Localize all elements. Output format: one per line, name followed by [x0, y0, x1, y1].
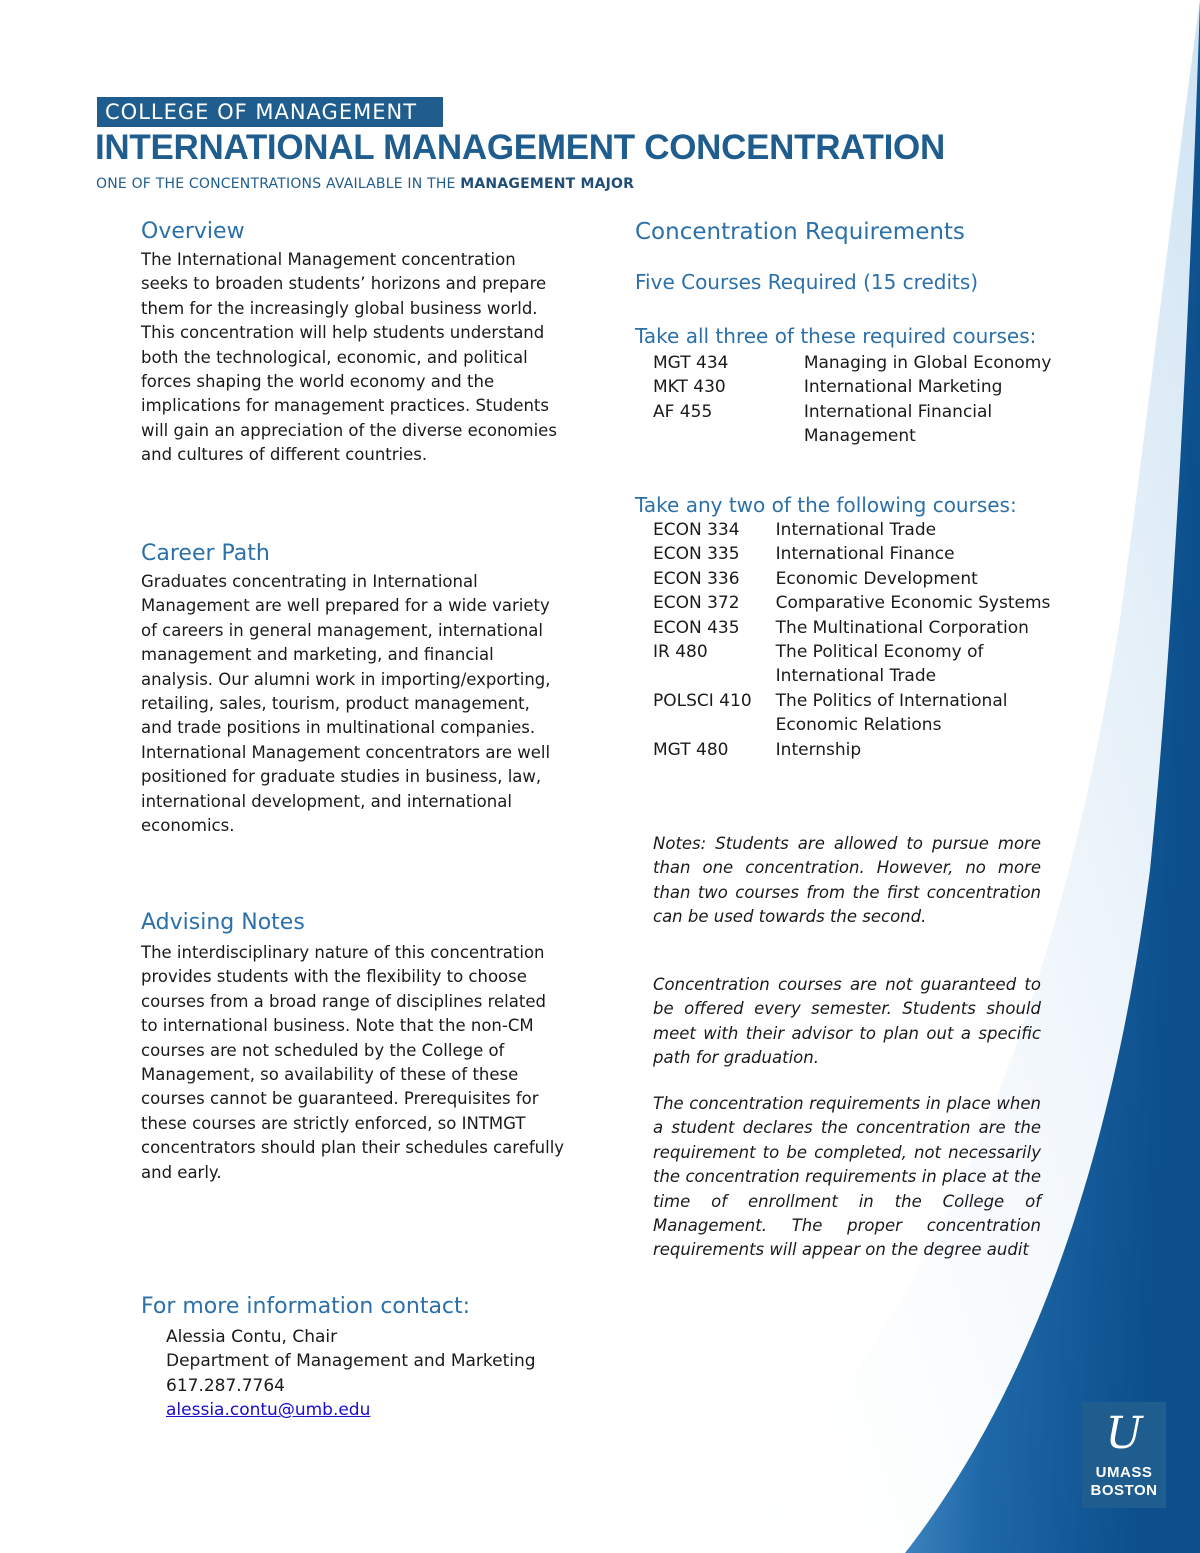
course-code: IR 480: [653, 642, 708, 663]
required-courses-heading: Take all three of these required courses:: [635, 324, 1037, 348]
course-title: The Multinational Corporation: [775, 617, 1029, 638]
course-row: [653, 351, 1053, 375]
course-title: Internship: [775, 739, 862, 760]
contact-email-link[interactable]: alessia.contu@umb.edu: [166, 1400, 371, 1421]
course-row: [653, 591, 1053, 615]
course-code: ECON 335: [653, 544, 740, 565]
advising-notes-heading: Advising Notes: [141, 910, 305, 935]
course-code: ECON 336: [653, 568, 740, 589]
course-code: POLSCI 410: [653, 690, 752, 711]
career-path-heading: Career Path: [141, 541, 270, 566]
contact-heading: For more information contact:: [141, 1294, 471, 1319]
course-row: [653, 616, 1053, 640]
course-code: ECON 435: [653, 617, 740, 638]
course-row: [653, 738, 1053, 762]
course-row: [653, 567, 1053, 591]
contact-details: [166, 1325, 536, 1423]
course-title: International Trade: [775, 520, 937, 540]
contact-name: Alessia Contu, Chair: [166, 1327, 338, 1347]
contact-department: Department of Management and Marketing: [166, 1351, 536, 1372]
logo-text-umass: UMASS: [1095, 1464, 1153, 1481]
career-path-text: Graduates concentrating in International Management are well prepared for a wide variety of careers in general management, international management and marketing, and financial analysis. Our alumni work in importing/exporting, retailing, sales, tourism, product management, and trade positions in multinational companies. International Management concentrators are well positioned for graduate studies in business, law, international development, and international economics.: [141, 572, 551, 836]
course-row: [653, 689, 1053, 738]
page-title: INTERNATIONAL MANAGEMENT CONCENTRATION: [95, 128, 945, 167]
course-row: [653, 542, 1053, 566]
course-title: Economic Development: [775, 568, 978, 589]
umass-logo-mark-icon: U: [1105, 1408, 1143, 1459]
course-code: ECON 372: [653, 593, 740, 614]
course-row: [653, 640, 1053, 689]
subtitle-major: MANAGEMENT MAJOR: [460, 176, 635, 192]
course-code: MGT 434: [653, 353, 729, 373]
course-title: International Financial Management: [803, 401, 993, 447]
course-code: ECON 334: [653, 520, 740, 540]
course-row: [653, 518, 1053, 542]
course-title: Comparative Economic Systems: [775, 593, 1051, 614]
page-subtitle: [96, 176, 634, 192]
advising-notes-text: The interdisciplinary nature of this concentration provides students with the flexibility to choose courses from a broad range of disciplines related to international business. Note that the non-CM courses are not scheduled by the College of Management, so availability of these of these courses cannot be guaranteed. Prerequisites for these courses are strictly enforced, so INTMGT concentrators should plan their schedules carefully and early.: [141, 943, 565, 1182]
college-label: COLLEGE OF MANAGEMENT: [97, 97, 443, 127]
course-row: [653, 400, 1053, 449]
note-multiple-concentrations: Notes: Students are allowed to pursue more than one concentration. However, no more than two courses from the first concentration can be used towards the second.: [653, 834, 1041, 927]
overview-text: The International Management concentration seeks to broaden students’ horizons and prepare them for the increasingly global business world. This concentration will help students understand both the technological, economic, and political forces shaping the world economy and the implications for management practices. Students will gain an appreciation of the diverse economies and cultures of different countries.: [141, 250, 557, 465]
course-title: The Political Economy of International Trade: [775, 642, 984, 687]
course-title: International Marketing: [803, 377, 1003, 398]
course-title: Managing in Global Economy: [803, 353, 1052, 373]
umass-boston-logo: [1082, 1402, 1166, 1508]
course-row: [653, 375, 1053, 399]
required-courses-table: [653, 351, 1053, 449]
course-code: MKT 430: [653, 377, 726, 398]
elective-courses-table: [653, 518, 1053, 762]
note-requirements-in-place: The concentration requirements in place when a student declares the concentration are the requirement to be completed, not necessarily the concentration requirements in place at the time of enrollment in the College of Management. The proper concentration requirements will appear on the degree audit: [653, 1094, 1041, 1260]
course-code: MGT 480: [653, 739, 729, 760]
course-title: International Finance: [775, 544, 955, 565]
requirements-summary: Five Courses Required (15 credits): [635, 270, 979, 294]
elective-courses-heading: Take any two of the following courses:: [635, 493, 1017, 517]
course-code: AF 455: [653, 401, 713, 422]
requirements-heading: Concentration Requirements: [635, 219, 965, 245]
note-course-availability: Concentration courses are not guaranteed to be offered every semester. Students should meet with their advisor to plan out a specific path for graduation.: [653, 975, 1041, 1068]
logo-text-boston: BOSTON: [1090, 1482, 1158, 1499]
subtitle-prefix: ONE OF THE CONCENTRATIONS AVAILABLE IN THE: [96, 176, 461, 192]
course-title: The Politics of International Economic Relations: [775, 690, 1008, 736]
overview-heading: Overview: [141, 219, 245, 244]
contact-phone: 617.287.7764: [166, 1375, 285, 1396]
